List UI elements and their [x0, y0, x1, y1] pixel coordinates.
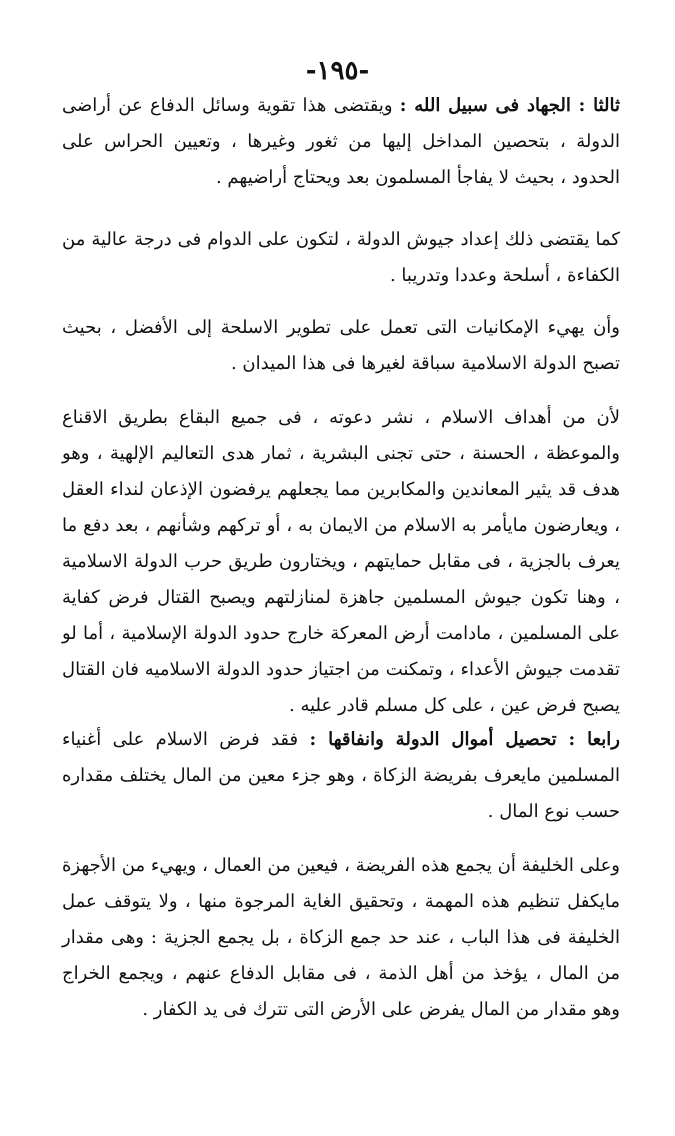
paragraph-text: وأن يهيء الإمكانيات التى تعمل على تطوير الاسلحة إلى الأفضل ، بحيث تصبح الدولة الاسلامية سباقة لغيرها فى هذا الميدان . [62, 317, 620, 374]
paragraph-text: لأن من أهداف الاسلام ، نشر دعوته ، فى جميع البقاع بطريق الاقناع والموعظة ، الحسنة ، حتى تجنى البشرية ، ثمار هدى التعاليم الإلهية ، وهو هدف قد يثير المعاندين والمكابرين مما يجعلهم يرفضون الإذعان لنداء العقل ، ويعارضون مايأمر به الاسلام من الايمان به ، أو تركهم وشأنهم ، بعد دفع ما يعرف بالجزية ، فى مقابل حمايتهم ، ويختارون طريق حرب الدولة الاسلامية ، وهنا تكون جيوش المسلمين جاهزة لمنازلتهم ويصبح القتال فرض كفاية على المسلمين ، مادامت أرض المعركة خارج حدود الدولة الإسلامية ، أما لو تقدمت جيوش الأعداء ، وتمكنت من اجتياز حدود الدولة الاسلاميه فان القتال يصبح فرض عين ، على كل مسلم قادر عليه . [62, 407, 620, 716]
paragraph-jihad [62, 88, 620, 196]
paragraph-text: كما يقتضى ذلك إعداد جيوش الدولة ، لتكون على الدوام فى درجة عالية من الكفاءة ، أسلحة وعددا وتدريبا . [62, 229, 620, 286]
page-number: -١٩٥- [305, 56, 370, 86]
paragraph-army-preparation [62, 222, 620, 294]
paragraph-text: ويقتضى هذا تقوية وسائل الدفاع عن أراضى الدولة ، بتحصين المداخل إليها من ثغور وغيرها ، وتعيين الحراس على الحدود ، بحيث لا يفاجأ المسلمون بعد ويحتاج أراضيهم . [62, 95, 620, 188]
paragraph-state-funds [62, 722, 620, 830]
paragraph-text: وعلى الخليفة أن يجمع هذه الفريضة ، فيعين من العمال ، ويهيء من الأجهزة مايكفل تنظيم هذه المهمة ، وتحقيق الغاية المرجوة منها ، ولا يتوقف عمل الخليفة فى هذا الباب ، عند حد جمع الزكاة ، بل يجمع الجزية : وهى مقدار من المال ، يؤخذ من أهل الذمة ، فى مقابل الدفاع عنهم ، ويجمع الخراج وهو مقدار من المال يفرض على الأرض التى تترك فى يد الكفار . [62, 855, 620, 1020]
paragraph-weapons-development [62, 310, 620, 382]
paragraph-text: فقد فرض الاسلام على أغنياء المسلمين مايعرف بفريضة الزكاة ، وهو جزء معين من المال يختلف مقداره حسب نوع المال . [62, 729, 620, 822]
paragraph-islam-goals [62, 400, 620, 724]
section-heading-jihad: ثالثا : الجهاد فى سبيل الله : [399, 95, 620, 116]
section-heading-funds: رابعا : تحصيل أموال الدولة وانفاقها : [309, 729, 620, 750]
paragraph-caliph-collection [62, 848, 620, 1028]
